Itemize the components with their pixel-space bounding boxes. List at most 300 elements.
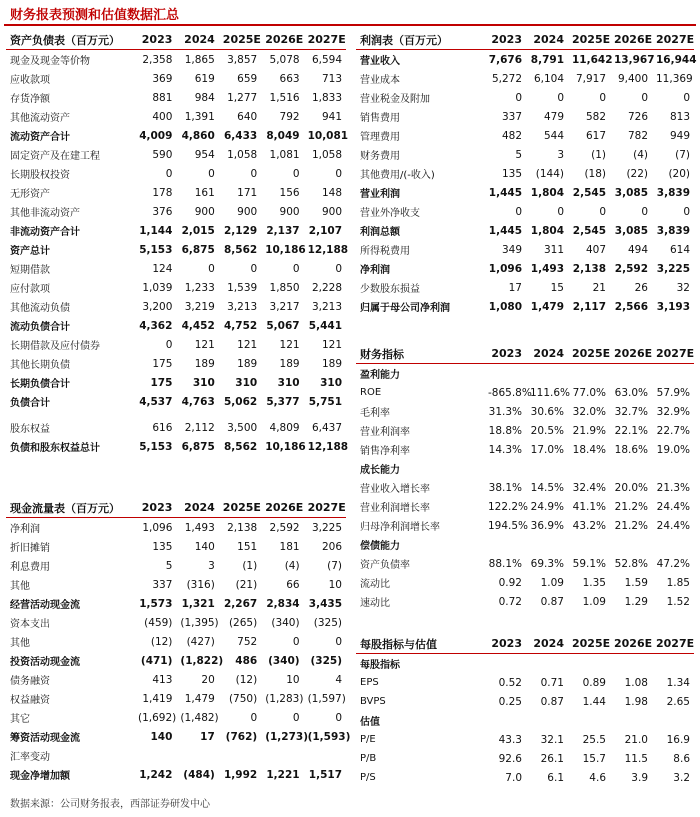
cell-value: 111.6% [530,386,571,399]
cell-value: 6,875 [181,440,215,453]
table-row [6,727,346,746]
table-header-row [6,498,346,518]
row-label: 营业税金及附加 [360,94,430,105]
table-row [6,765,346,784]
cell-value: 43.2% [572,519,606,532]
cell-value: 3,085 [614,186,648,199]
cell-value: 13,967 [614,53,655,66]
cell-value: 1,081 [269,148,300,161]
cell-value: 3,193 [656,300,690,313]
cell-value [526,535,568,554]
cell-value: (1,822) [180,654,224,667]
cell-value: 22.1% [614,424,648,437]
cell-value: 21.2% [614,500,648,513]
cell-value: 156 [279,186,300,199]
row-label: 资本支出 [10,619,50,630]
year-header: 2025E [568,30,610,50]
row-label: 现金及现金等价物 [10,56,90,67]
cell-value: 3,500 [227,421,258,434]
cell-value: 0 [208,262,215,275]
cell-value: 5,062 [223,395,258,408]
table-row [356,573,694,592]
cell-value: 17 [508,281,522,294]
cell-value: 2.65 [666,695,690,708]
table-row [356,69,694,88]
row-label: 所得税费用 [360,246,410,257]
year-header: 2024 [526,634,568,654]
cell-value [484,711,526,730]
cell-value: 1.29 [624,595,648,608]
row-label: 营业外净收支 [360,208,420,219]
cell-value: 189 [237,357,258,370]
cell-value: (18) [584,167,606,180]
table-row [356,364,694,384]
cell-value: 6,594 [311,53,342,66]
row-label: 长期负债合计 [10,379,70,390]
cell-value: 616 [152,421,173,434]
row-label: 存货净额 [10,94,50,105]
year-header: 2025E [219,498,261,518]
cell-value: 1,833 [311,91,342,104]
table-row [6,537,346,556]
cell-value: (484) [183,768,215,781]
cell-value: 4,452 [181,319,215,332]
cell-value: 782 [627,129,648,142]
cell-value: 310 [277,376,300,389]
table-header-title: 财务指标 [356,344,484,364]
table-row [356,535,694,554]
cell-value [610,535,652,554]
cell-value: 619 [194,72,215,85]
cell-value: 984 [194,91,215,104]
cell-value [568,654,610,674]
cell-value: (1,482) [180,711,219,724]
cell-value: 52.8% [614,557,648,570]
cell-value: 189 [279,357,300,370]
cell-value: 0.25 [498,695,522,708]
row-label: 其它 [10,714,30,725]
cell-value: 792 [279,110,300,123]
cell-value: (316) [186,578,215,591]
cell-value: 900 [321,205,342,218]
table-row [6,145,346,164]
cell-value: 400 [152,110,173,123]
year-header: 2026E [610,634,652,654]
cell-value: 11,369 [656,72,693,85]
cell-value: 2,138 [227,521,258,534]
cell-value: 1,992 [223,768,258,781]
cell-value: 4,763 [181,395,215,408]
table-row [6,164,346,183]
cell-value: 5,441 [308,319,342,332]
cell-value: (471) [140,654,173,667]
table-row [356,673,694,692]
cell-value: 1,479 [184,692,215,705]
cell-value: 21 [592,281,606,294]
cell-value: 4,362 [139,319,173,332]
cell-value: 4,537 [139,395,173,408]
cell-value: 614 [669,243,690,256]
cell-value: 5,377 [266,395,300,408]
cell-value: 32.1 [540,733,564,746]
cell-value: 47.2% [656,557,690,570]
table-row [6,746,346,765]
cell-value: 954 [194,148,215,161]
cell-value: 1,804 [530,186,564,199]
table-row [356,692,694,711]
cell-value: 26 [634,281,648,294]
cell-value [219,411,261,418]
row-label: 利润总额 [360,227,400,238]
cell-value: 12,188 [307,440,349,453]
cell-value: 21.0 [624,733,648,746]
cell-value: 1,419 [142,692,173,705]
cell-value: (4) [284,559,300,572]
year-header: 2026E [261,30,303,50]
table-row [356,730,694,749]
cell-value: 0 [335,711,342,724]
table-row [356,278,694,297]
cell-value: 140 [150,730,173,743]
cell-value: 19.0% [656,443,690,456]
cell-value: 6,104 [533,72,564,85]
cell-value: 6,433 [223,129,258,142]
row-label: P/S [360,772,376,783]
cell-value: 337 [501,110,522,123]
row-label: 其他流动资产 [10,113,70,124]
year-header: 2023 [484,344,526,364]
table-header-title: 每股指标与估值 [356,634,484,654]
cell-value: (1,597) [307,692,346,705]
row-label: 营业利润率 [360,427,410,438]
cell-value: 5,067 [266,319,300,332]
cell-value: 1,277 [227,91,258,104]
row-label: 财务费用 [360,151,400,162]
row-label: 其他流动负债 [10,303,70,314]
table-row [356,402,694,421]
table-row [6,69,346,88]
cell-value: 135 [501,167,522,180]
cell-value: 900 [237,205,258,218]
year-header: 2026E [261,498,303,518]
cell-value [652,711,694,730]
cell-value: 349 [501,243,522,256]
cell-value [176,411,218,418]
cell-value: 0 [292,167,300,180]
row-label: 其他长期负债 [10,360,70,371]
row-label: 净利润 [360,265,390,276]
cash-flow-table [6,498,351,784]
cell-value: 659 [237,72,258,85]
row-label: 固定资产及在建工程 [10,151,100,162]
row-label: 销售净利率 [360,446,410,457]
table-row [6,221,346,240]
cell-value: 663 [279,72,300,85]
year-header: 2027E [652,344,694,364]
cell-value: 1,804 [530,224,564,237]
cell-value: 5,153 [139,243,173,256]
table-row [356,554,694,573]
cell-value: 0 [641,205,648,218]
cell-value: 1.98 [624,695,648,708]
cell-value: 3,225 [656,262,690,275]
row-label: 营业利润 [360,189,400,200]
cell-value: 617 [585,129,606,142]
cell-value [176,746,218,765]
cell-value: 3,213 [311,300,342,313]
cell-value: 0 [165,167,173,180]
row-label: 无形资产 [10,189,50,200]
table-row [6,316,346,335]
financial-ratios-table [356,344,694,611]
cell-value: 1,850 [269,281,300,294]
cell-value: 479 [543,110,564,123]
cell-value: 900 [279,205,300,218]
year-header: 2027E [652,634,694,654]
cell-value: 69.3% [530,557,564,570]
cell-value: 1.44 [582,695,606,708]
cell-value: 1,539 [227,281,258,294]
cell-value: 0 [292,711,300,724]
table-row [356,221,694,240]
cell-value [568,711,610,730]
cell-value: 4,752 [223,319,258,332]
cell-value: 0.71 [540,676,564,689]
year-header: 2027E [304,30,346,50]
cell-value: (1) [242,559,258,572]
cell-value: 1,058 [311,148,342,161]
cell-value: 20.0% [614,481,648,494]
cell-value: 2,112 [184,421,215,434]
cell-value: 24.4% [656,519,690,532]
cell-value: 5 [165,559,173,572]
cell-value: 1,221 [266,768,300,781]
cell-value: -865.8% [488,386,532,399]
year-header: 2027E [304,498,346,518]
table-row [356,749,694,768]
valuation-table [356,634,694,787]
table-row [6,575,346,594]
table-row [356,297,694,316]
cell-value: 161 [194,186,215,199]
row-label: 归属于母公司净利润 [360,303,450,314]
table-row [356,768,694,787]
row-label: 流动比 [360,579,390,590]
table-row [356,711,694,730]
cell-value: 151 [237,540,258,553]
year-header: 2025E [219,30,261,50]
table-row [356,592,694,611]
cell-value: 0 [250,167,258,180]
table-header-title: 现金流量表（百万元） [6,498,134,518]
cell-value: 6,437 [311,421,342,434]
cell-value: 59.1% [572,557,606,570]
cell-value: 0 [165,338,173,351]
table-header-row [356,30,694,50]
table-row [6,594,346,613]
table-row [6,613,346,632]
cell-value: 189 [194,357,215,370]
row-label: 净利润 [10,524,40,535]
cell-value: 0 [292,262,300,275]
cell-value: 8,562 [223,243,258,256]
row-label: 其他 [10,638,30,649]
cell-value: 124 [152,262,173,275]
cell-value: 121 [321,338,342,351]
cell-value [610,711,652,730]
cell-value: 0 [683,91,690,104]
cell-value: 3,435 [308,597,342,610]
cell-value [526,711,568,730]
row-label: 速动比 [360,598,390,609]
table-row [6,88,346,107]
cell-value: 1,242 [139,768,173,781]
cell-value: 11,642 [572,53,613,66]
cell-value: 2,545 [572,186,606,199]
cell-value: 7.0 [505,771,522,784]
cell-value: 1,058 [227,148,258,161]
cell-value: 0 [208,167,215,180]
cell-value: 726 [627,110,648,123]
cell-value: 310 [192,376,215,389]
cell-value: (1,283) [265,692,304,705]
cell-value: 1,233 [184,281,215,294]
cell-value: 175 [152,357,173,370]
cell-value: 369 [152,72,173,85]
row-label: 营业收入增长率 [360,484,430,495]
row-label: 股东权益 [10,424,50,435]
cell-value: 5,751 [308,395,342,408]
year-header: 2023 [134,498,176,518]
row-label: 折旧摊销 [10,543,50,554]
cell-value: 1,039 [142,281,173,294]
row-label: 流动资产合计 [10,132,70,143]
cell-value: 1,391 [184,110,215,123]
row-label: 营业利润增长率 [360,503,430,514]
cell-value [652,364,694,384]
cell-value: 3 [557,148,564,161]
cell-value: 3,839 [656,224,690,237]
cell-value: 0 [683,205,690,218]
table-row [6,689,346,708]
row-label: 负债和股东权益总计 [10,443,100,454]
row-label: 偿债能力 [360,541,400,552]
row-label: 债务融资 [10,676,50,687]
table-row [356,383,694,402]
cell-value: 14.3% [488,443,522,456]
cell-value [261,411,303,418]
cell-value: 1,445 [488,224,522,237]
cell-value: 121 [279,338,300,351]
cell-value: 590 [152,148,173,161]
cell-value: 949 [669,129,690,142]
cell-value [261,746,303,765]
year-header: 2026E [610,344,652,364]
cell-value: 376 [152,205,173,218]
cell-value: 1,096 [142,521,173,534]
cell-value: 20 [201,673,215,686]
row-label: 毛利率 [360,408,390,419]
cell-value: 22.7% [656,424,690,437]
cell-value: 3,219 [184,300,215,313]
cell-value: 8.6 [673,752,690,765]
balance-sheet-table [6,30,349,456]
table-row [6,335,346,354]
cell-value: 17.0% [530,443,564,456]
table-row [356,126,694,145]
table-row [6,556,346,575]
cell-value: 3,225 [311,521,342,534]
cell-value: 1.35 [582,576,606,589]
cell-value: 63.0% [614,386,648,399]
cell-value: 30.6% [530,405,564,418]
cell-value: 2,267 [223,597,258,610]
cell-value: 16.9 [666,733,690,746]
table-row [6,259,346,278]
income-statement-table [356,30,697,316]
cell-value: 121 [194,338,215,351]
cell-value [652,459,694,478]
cell-value: 148 [321,186,342,199]
cell-value: 0 [641,91,648,104]
cell-value: 10 [328,578,342,591]
cell-value: 482 [501,129,522,142]
cell-value: 140 [194,540,215,553]
year-header: 2024 [176,498,218,518]
table-row [356,497,694,516]
cell-value: 3.9 [631,771,648,784]
cell-value: 0 [335,167,342,180]
cell-value: 0 [335,262,342,275]
year-header: 2027E [652,30,694,50]
cell-value: 1.09 [540,576,564,589]
row-label: 非流动资产合计 [10,227,80,238]
cell-value [568,364,610,384]
cell-value: (265) [228,616,258,629]
row-label [6,411,134,418]
cell-value: 941 [321,110,342,123]
cell-value: (12) [235,673,258,686]
row-label: 少数股东损益 [360,284,420,295]
cell-value: (21) [235,578,258,591]
cell-value [526,364,568,384]
cell-value: (459) [144,616,173,629]
cell-value: (22) [626,167,648,180]
cell-value [304,746,346,765]
cell-value: (1,395) [180,616,219,629]
row-label: 现金净增加额 [10,771,70,782]
table-row [6,373,346,392]
table-row [6,50,346,70]
cell-value: 32.0% [572,405,606,418]
cell-value: 32.7% [614,405,648,418]
table-row [356,459,694,478]
cell-value: 1,573 [139,597,173,610]
cell-value: 2,592 [269,521,300,534]
cell-value: 3,213 [227,300,258,313]
cell-value [526,654,568,674]
cell-value: (4) [633,148,648,161]
cell-value: 0.52 [498,676,522,689]
cell-value: 2,107 [308,224,342,237]
report-title: 财务报表预测和估值数据汇总 [10,8,180,23]
row-label: 权益融资 [10,695,50,706]
row-label: 其他非流动资产 [10,208,80,219]
row-label: 营业收入 [360,56,400,67]
cell-value: 15 [550,281,564,294]
cell-value: 3 [208,559,215,572]
cell-value: 14.5% [530,481,564,494]
